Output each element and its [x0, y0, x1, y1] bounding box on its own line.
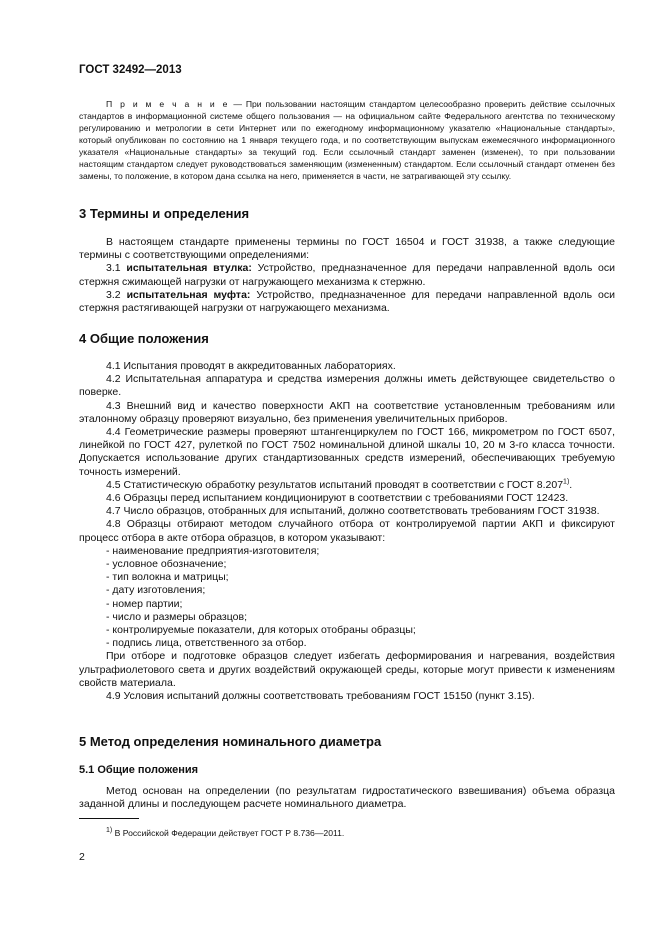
term-3-1: 3.1 испытательная втулка: Устройство, предназначенное для передачи направленной вдоль оси стержня сжимающей нагрузки от нагружающего механизма к стержню. [79, 262, 616, 288]
term-3-1-name: испытательная втулка: [126, 262, 252, 275]
para-4-4: 4.4 Геометрические размеры проверяют штангенциркулем по ГОСТ 166, микрометром по ГОСТ 6507, линейкой по ГОСТ 427, рулеткой по ГОСТ 7502 номинальной длиной шкалы 10, 20 м 3-го класса точности. Допускается использование других стандартизованных средств измерений, обеспечивающих требуемую точность измерений. [79, 426, 615, 478]
section-5-title: 5 Метод определения номинального диаметра [79, 734, 382, 749]
footnote-text: В Российской Федерации действует ГОСТ Р 8.736—2011. [112, 828, 345, 838]
para-4-3: 4.3 Внешний вид и качество поверхности АКП на соответствие установленным требованиям или эталонному образцу проверяют визуально, без применения увеличительных приборов. [79, 399, 615, 425]
para-4-7: 4.7 Число образцов, отобранных для испытаний, должно соответствовать требованиям ГОСТ 31938. [106, 505, 600, 518]
list-item: - число и размеры образцов; [106, 610, 247, 623]
note-label: П р и м е ч а н и е [106, 99, 230, 109]
para-4-6: 4.6 Образцы перед испытанием кондиционируют в соответствии с требованиями ГОСТ 12423. [106, 492, 569, 505]
document-header: ГОСТ 32492—2013 [79, 64, 182, 76]
para-4-8-continued: При отборе и подготовке образцов следует избегать деформирования и нагревания, воздействия ультрафиолетового света и других воздействий окружающей среды, которые могут привести к изменениям свойств материала. [79, 650, 615, 689]
footnote-mark: 1) [106, 827, 113, 835]
section-3-title: 3 Термины и определения [79, 206, 250, 221]
footnote [106, 828, 344, 838]
list-item: - номер партии; [106, 597, 183, 610]
list-item: - условное обозначение; [106, 558, 227, 571]
page-number: 2 [79, 851, 85, 863]
term-3-2: 3.2 испытательная муфта: Устройство, предназначенное для передачи направленной вдоль оси стержня растягивающей нагрузки от нагружающего механизма. [79, 288, 616, 315]
subsection-5-1-title: 5.1 Общие положения [79, 764, 199, 776]
para-4-5: 4.5 Статистическую обработку результатов испытаний проводят в соответствии с ГОСТ 8.207$^{1)}$. [106, 478, 573, 491]
term-3-2-name: испытательная муфта: [126, 288, 251, 301]
section-4-title: 4 Общие положения [79, 331, 209, 346]
footnote-separator [79, 818, 139, 819]
list-item: - подпись лица, ответственного за отбор. [106, 637, 307, 650]
list-item: - контролируемые показатели, для которых отобраны образцы; [106, 624, 416, 637]
list-item: - наименование предприятия-изготовителя; [106, 544, 320, 557]
para-4-1: 4.1 Испытания проводят в аккредитованных лабораториях. [106, 360, 396, 372]
para-4-9: 4.9 Условия испытаний должны соответствовать требованиям ГОСТ 15150 (пункт 3.15). [106, 690, 535, 703]
list-item: - дату изготовления; [106, 584, 206, 597]
para-4-2: 4.2 Испытательная аппаратура и средства измерения должны иметь действующее свидетельство о поверке. [79, 373, 615, 399]
para-4-8: 4.8 Образцы отбирают методом случайного отбора от контролируемой партии АКП и фиксируют процесс отбора в акте отбора образцов, в котором указывают: [79, 518, 615, 544]
sampling-list [79, 545, 615, 651]
footnote-ref: 1) [563, 478, 570, 486]
reference-note [79, 98, 615, 182]
note-text: — При пользовании настоящим стандартом целесообразно проверить действие ссылочных стандартов в информационной системе общего пользования — на официальном сайте Федерального агентства по техническому регулированию и метрологии в сети Интернет или по ежегодному информационному указателю «Национальные стандарты», который опубликован по состоянию на 1 января текущего года, и по соответствующим выпускам ежемесячного информационного указателя «Национальные стандарты» за текущий год. Если ссылочный стандарт заменен (изменен), то при пользовании настоящим стандартом следует руководствоваться заменяющим (измененным) стандартом. Если ссылочный стандарт отменен без замены, то положение, в котором дана ссылка на него, применяется в части, не затрагивающей эту ссылку. [79, 99, 616, 181]
list-item: - тип волокна и матрицы; [106, 571, 229, 584]
para-5-1: Метод основан на определении (по результатам гидростатического взвешивания) объема образца заданной длины и последующем расчете номинального диаметра. [79, 785, 615, 811]
section-3-intro: В настоящем стандарте применены термины по ГОСТ 16504 и ГОСТ 31938, а также следующие термины с соответствующими определениями: [79, 236, 615, 262]
